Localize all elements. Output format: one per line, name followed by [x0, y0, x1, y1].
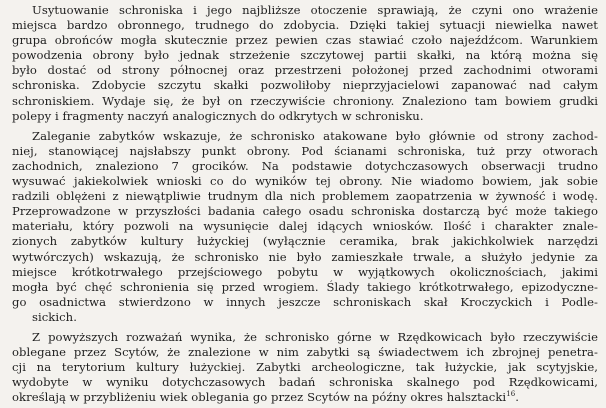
paragraph-line: radzili oblężeni z niewątpliwie trudnym dla nich problemem zaopatrzenia w żywność i wodę. [12, 189, 598, 204]
paragraph-line: sickich. [32, 309, 77, 324]
paragraph-line: Przeprowadzone w przyszłości badania całego osadu schroniska dostarczą być może takiego [12, 204, 598, 219]
paragraph-line: wysuwać jakiekolwiek wnioski co do wyników tej obrony. Nie wiadomo bowiem, jak sobie [12, 174, 598, 189]
paragraph-line: niej, stanowiącej najsłabszy punkt obrony. Pod ścianami schroniska, tuż przy otworach [12, 143, 598, 158]
paragraph-line: materiału, który pozwoli na wysunięcie dalej idących wniosków. Ilość i charakter znale- [12, 219, 598, 234]
paragraph-line: powodzenia obrony było jednak strzeżenie szczytowej partii skałki, na którą można się [12, 48, 598, 63]
paragraph-line: zachodnich, znaleziono 7 grocików. Na podstawie dotychczasowych obserwacji trudno [12, 158, 598, 173]
paragraph-line: schroniskiem. Wydaje się, że był on rzeczywiście chroniony. Znaleziono tam bowiem grudki [12, 93, 598, 108]
paragraph-line: Z powyższych rozważań wynika, że schronisko górne w Rzędkowicach było rzeczywiście [32, 329, 598, 344]
paragraph-line: go osadnictwa stwierdzono w innych jeszcze schroniskach skał Kroczyckich i Podle- [12, 294, 598, 309]
paragraph-line: cji na terytorium kultury łużyckiej. Zabytki archeologiczne, tak łużyckie, jak scytyjskie, [12, 360, 598, 375]
paragraph-line-final [12, 390, 598, 405]
paragraph-3 [12, 330, 598, 405]
paragraph-1 [12, 3, 598, 124]
paragraph-line: schroniska. Zdobycie szczytu skałki pozwoliłoby nieprzyjacielowi zapanować nad całym [12, 78, 598, 93]
paragraph-line: Usytuowanie schroniska i jego najbliższe otoczenie sprawiają, że czyni ono wrażenie [32, 3, 598, 17]
paragraph-line: Zaleganie zabytków wskazuje, że schronisko atakowane było głównie od strony zachod- [32, 128, 598, 143]
paragraph-line: oblegane przez Scytów, że znalezione w nim zabytki są świadectwem ich zbrojnej penetra- [12, 345, 598, 360]
paragraph-line: miejsce krótkotrwałego przejściowego pobytu w wyjątkowych okolicznościach, jakimi [12, 264, 598, 279]
footnote-ref[interactable]: 16 [506, 390, 516, 399]
paragraph-line: mogła być chęć schronienia się przed wrogiem. Ślady takiego krótkotrwałego, epizodyczne- [12, 279, 598, 294]
paragraph-line: wytwórczych) wskazują, że schronisko nie było zamieszkałe trwale, a służyło jedynie za [12, 249, 598, 264]
paragraph-line: miejsca bardzo obronnego, trudnego do zdobycia. Dzięki takiej sytuacji niewielka nawet [12, 18, 598, 33]
paragraph-line: grupa obrońców mogła skutecznie przez pewien czas stawiać czoło najeźdźcom. Warunkiem [12, 33, 598, 48]
paragraph-line: polepy i fragmenty naczyń analogicznych do odkrytych w schronisku. [12, 108, 424, 123]
period: . [515, 390, 519, 405]
document-body [12, 3, 598, 405]
paragraph-line: wydobyte w wyniku dotychczasowych badań schroniska skalnego pod Rzędkowicami, [12, 375, 598, 390]
paragraph-line-text: określają w przybliżeniu wiek oblegania go przez Scytów na późny okres halsztacki [12, 390, 507, 405]
paragraph-line: było dostać od strony północnej oraz przestrzeni położonej przed zachodnimi otworami [12, 63, 598, 78]
paragraph-2 [12, 129, 598, 325]
paragraph-line: zionych zabytków kultury łużyckiej (wyłącznie ceramika, brak jakichkolwiek narzędzi [12, 234, 598, 249]
